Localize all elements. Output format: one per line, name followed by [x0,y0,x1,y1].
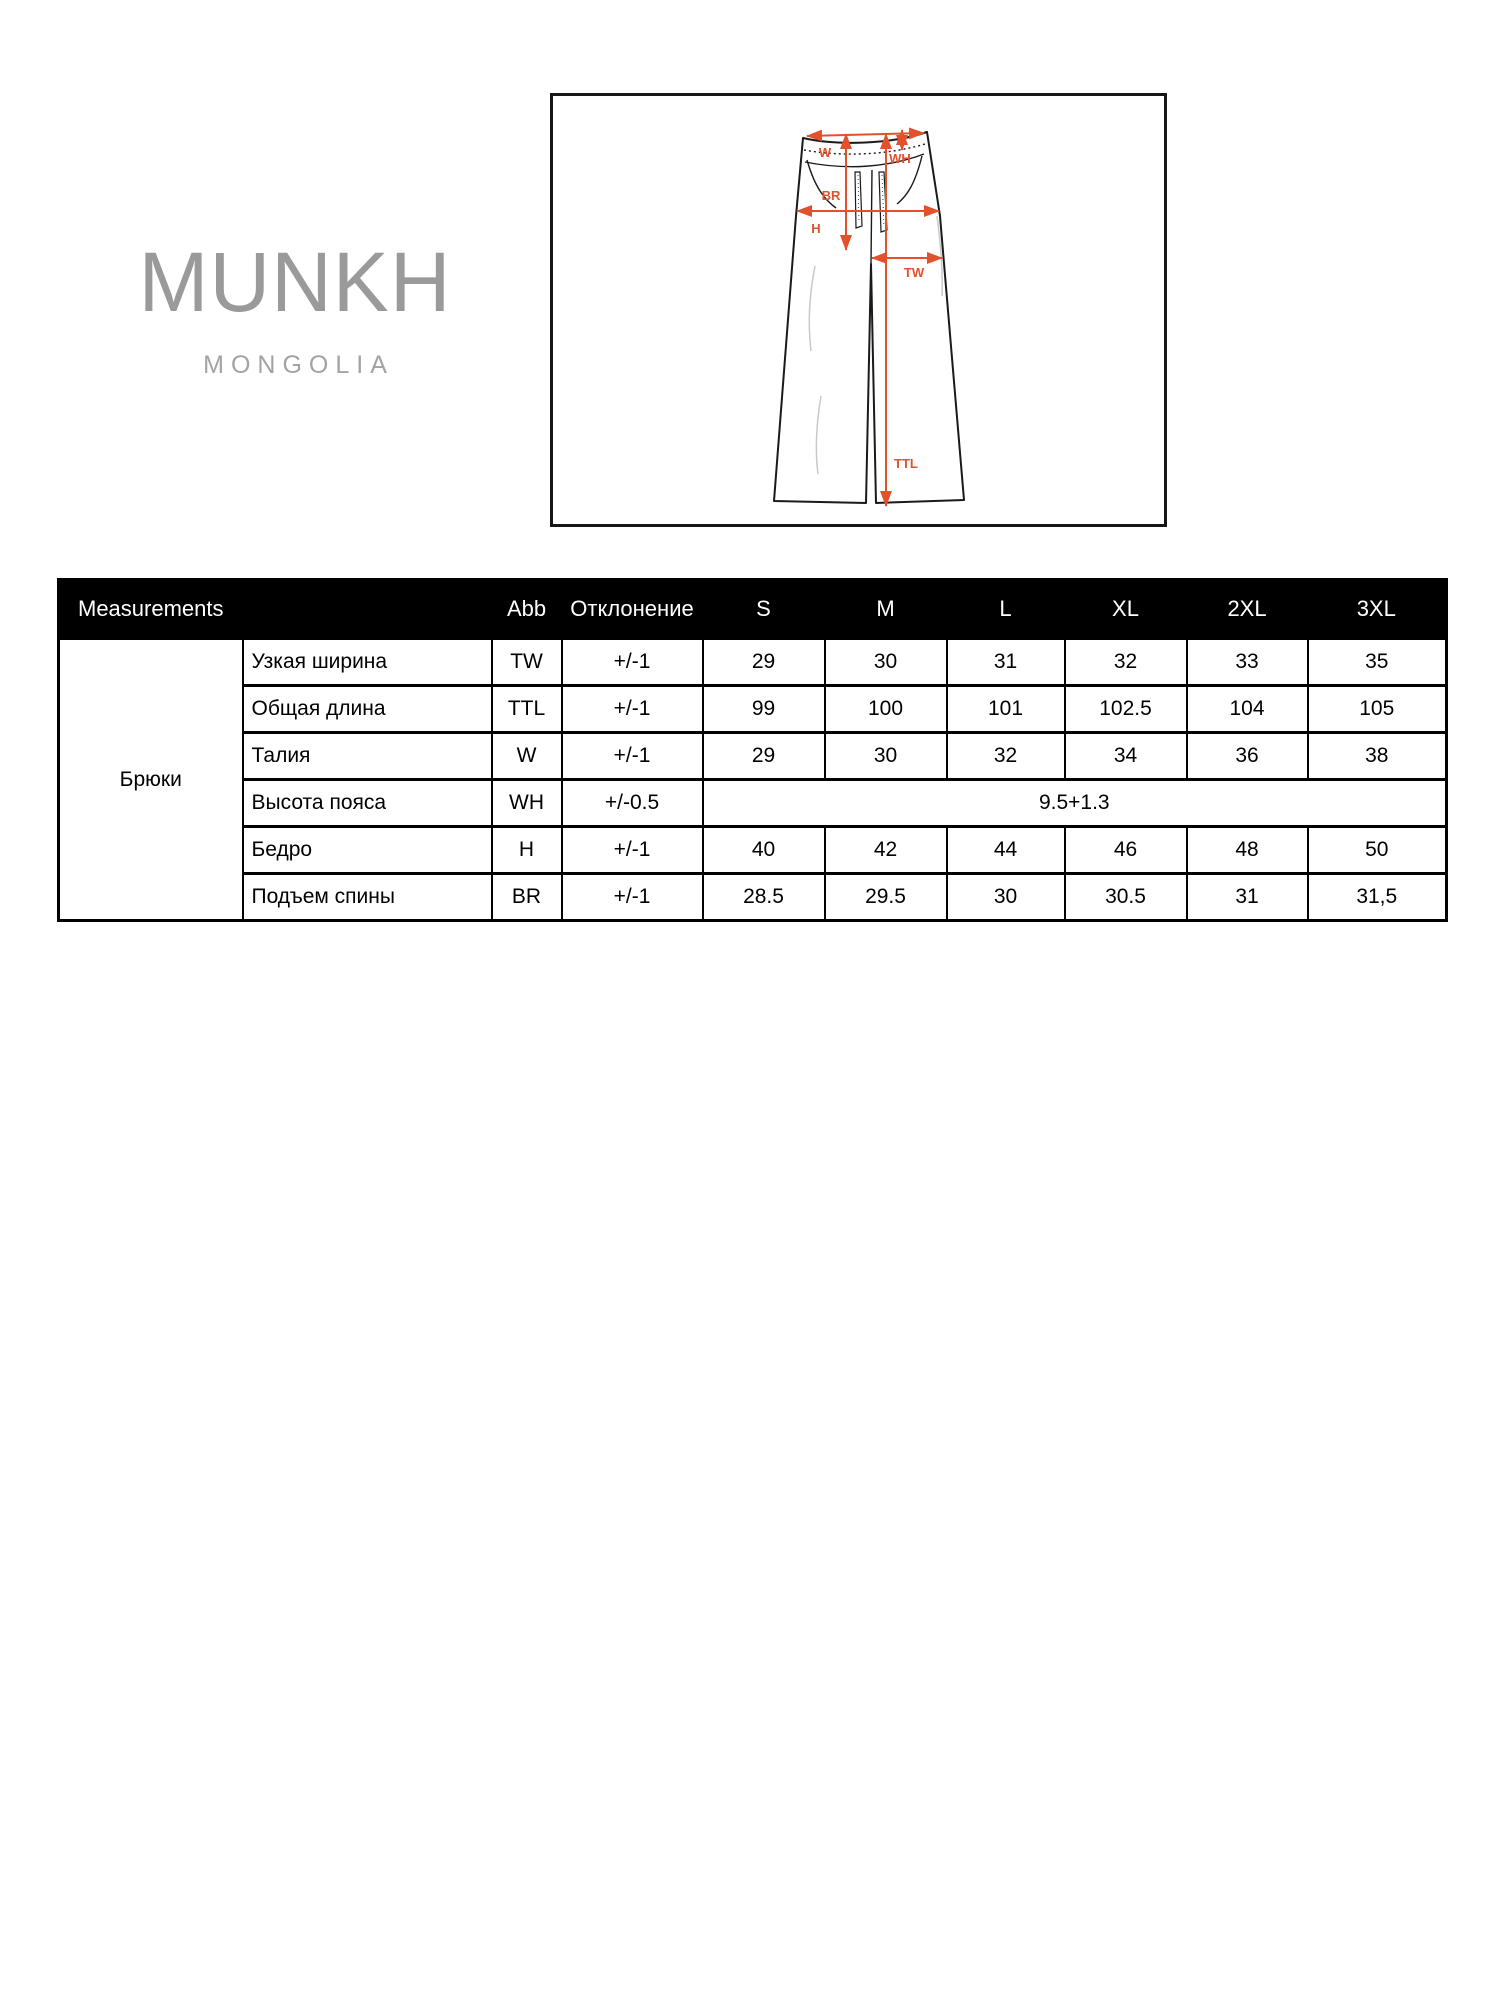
cell-value: 30 [825,733,947,780]
cell-value: 31,5 [1308,874,1447,921]
row-name: Общая длина [243,686,492,733]
size-table [57,578,1448,922]
header-size-m: M [825,580,947,639]
brand-logo [138,235,452,380]
cell-merged-value: 9.5+1.3 [703,780,1447,827]
cell-value: 30 [947,874,1065,921]
cell-value: 36 [1187,733,1308,780]
pants-outline [774,132,964,503]
header-size-xl: XL [1065,580,1187,639]
table-row [59,686,1447,733]
row-abb: BR [492,874,562,921]
cell-value: 38 [1308,733,1447,780]
hip-label: H [811,221,821,236]
header-size-l: L [947,580,1065,639]
waist-label: W [818,145,832,160]
cell-value: 29 [703,639,825,686]
cell-value: 42 [825,827,947,874]
cell-value: 30 [825,639,947,686]
cell-value: 32 [947,733,1065,780]
row-abb: WH [492,780,562,827]
cell-value: 33 [1187,639,1308,686]
table-row [59,874,1447,921]
cell-value: 48 [1187,827,1308,874]
cell-value: 105 [1308,686,1447,733]
table-row [59,639,1447,686]
cell-value: 34 [1065,733,1187,780]
cell-value: 100 [825,686,947,733]
cell-value: 46 [1065,827,1187,874]
row-deviation: +/-1 [562,733,703,780]
header-size-s: S [703,580,825,639]
row-deviation: +/-0.5 [562,780,703,827]
cell-value: 99 [703,686,825,733]
header-abb: Abb [492,580,562,639]
cell-value: 28.5 [703,874,825,921]
cell-value: 44 [947,827,1065,874]
cell-value: 104 [1187,686,1308,733]
cell-value: 31 [947,639,1065,686]
diagram-box [550,93,1167,527]
row-abb: W [492,733,562,780]
brand-subtitle: MONGOLIA [203,351,394,379]
table-row [59,780,1447,827]
pants-technical-drawing [553,96,1164,524]
header-measurements: Measurements [59,580,492,639]
row-deviation: +/-1 [562,827,703,874]
row-deviation: +/-1 [562,686,703,733]
row-deviation: +/-1 [562,639,703,686]
cell-value: 35 [1308,639,1447,686]
row-name: Узкая ширина [243,639,492,686]
row-abb: H [492,827,562,874]
row-name: Высота пояса [243,780,492,827]
table-header-row [59,580,1447,639]
waist-arrow [807,133,924,136]
thigh-width-label: TW [903,265,925,280]
waist-height-label: WH [889,151,911,166]
brand-name: MUNKH [138,235,452,329]
row-deviation: +/-1 [562,874,703,921]
cell-value: 29 [703,733,825,780]
cell-value: 102.5 [1065,686,1187,733]
table-row [59,733,1447,780]
total-length-label: TTL [894,456,918,471]
row-abb: TTL [492,686,562,733]
header-size-3xl: 3XL [1308,580,1447,639]
back-rise-label: BR [821,188,841,203]
row-name: Подъем спины [243,874,492,921]
header-size-2xl: 2XL [1187,580,1308,639]
cell-value: 29.5 [825,874,947,921]
group-label: Брюки [59,639,243,921]
row-name: Талия [243,733,492,780]
header-deviation: Отклонение [562,580,703,639]
table-row [59,827,1447,874]
cell-value: 50 [1308,827,1447,874]
cell-value: 30.5 [1065,874,1187,921]
cell-value: 31 [1187,874,1308,921]
row-name: Бедро [243,827,492,874]
cell-value: 40 [703,827,825,874]
cell-value: 101 [947,686,1065,733]
cell-value: 32 [1065,639,1187,686]
row-abb: TW [492,639,562,686]
